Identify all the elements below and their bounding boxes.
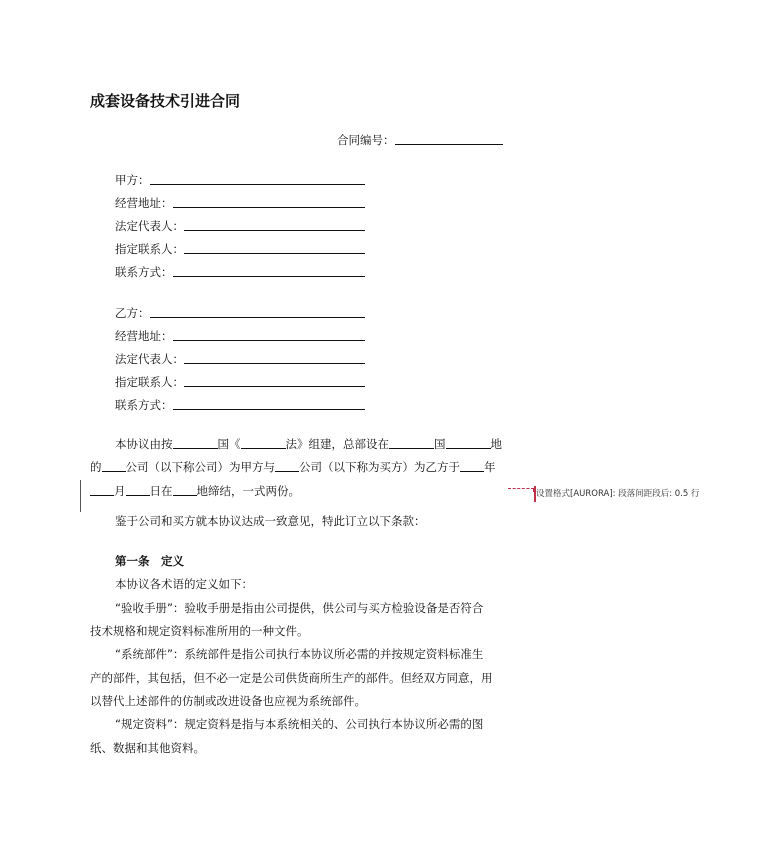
article-line: 本协议各术语的定义如下： bbox=[115, 577, 253, 591]
intro-line bbox=[90, 483, 300, 499]
field-label: 乙方： bbox=[115, 306, 150, 320]
field-blank[interactable] bbox=[150, 172, 366, 185]
intro-line bbox=[115, 436, 502, 452]
field-label: 经营地址： bbox=[115, 329, 173, 343]
format-comment[interactable]: 设置格式[AURORA]: 段落间距段后: 0.5 行 bbox=[536, 489, 700, 499]
field-blank[interactable] bbox=[173, 328, 366, 341]
blank[interactable] bbox=[102, 459, 126, 472]
article-line: 技术规格和规定资料标准所用的一种文件。 bbox=[90, 624, 309, 638]
article-line: 纸、数据和其他资料。 bbox=[90, 741, 205, 755]
party-a-contact-field[interactable] bbox=[115, 241, 365, 257]
blank[interactable] bbox=[460, 459, 484, 472]
field-label: 联系方式： bbox=[115, 398, 173, 412]
text: 日在 bbox=[149, 484, 173, 498]
contract-number-blank[interactable] bbox=[395, 132, 503, 145]
field-blank[interactable] bbox=[150, 305, 366, 318]
comment-connector bbox=[508, 488, 534, 489]
field-blank[interactable] bbox=[173, 195, 366, 208]
field-label: 甲方： bbox=[115, 173, 150, 187]
text: 公司（以下称公司）为甲方与 bbox=[125, 460, 275, 474]
party-a-address-field[interactable] bbox=[115, 195, 365, 211]
party-a-representative-field[interactable] bbox=[115, 218, 365, 234]
article-heading: 第一条 定义 bbox=[115, 554, 184, 568]
contract-number-label: 合同编号： bbox=[337, 133, 395, 147]
field-label: 法定代表人： bbox=[115, 219, 184, 233]
field-label: 法定代表人： bbox=[115, 352, 184, 366]
text: 年 bbox=[484, 460, 496, 474]
text: 月 bbox=[114, 484, 126, 498]
party-b-representative-field[interactable] bbox=[115, 351, 365, 367]
article-line: 产的部件，其包括，但不必一定是公司供货商所生产的部件。但经双方同意，用 bbox=[90, 671, 493, 685]
field-label: 经营地址： bbox=[115, 196, 173, 210]
field-blank[interactable] bbox=[184, 351, 365, 364]
field-blank[interactable] bbox=[184, 218, 365, 231]
field-blank[interactable] bbox=[184, 374, 365, 387]
text: 国 bbox=[434, 437, 446, 451]
party-a-name-field[interactable] bbox=[115, 172, 365, 188]
blank[interactable] bbox=[173, 436, 218, 449]
article-line: “验收手册”：验收手册是指由公司提供，供公司与买方检验设备是否符合 bbox=[115, 601, 484, 615]
change-bar bbox=[80, 480, 81, 512]
blank[interactable] bbox=[446, 436, 491, 449]
text: 的 bbox=[90, 460, 102, 474]
text: 本协议由按 bbox=[115, 437, 173, 451]
party-b-name-field[interactable] bbox=[115, 305, 365, 321]
article-line: “规定资料”：规定资料是指与本系统相关的、公司执行本协议所必需的图 bbox=[115, 717, 484, 731]
field-blank[interactable] bbox=[184, 241, 365, 254]
intro-line bbox=[90, 459, 496, 475]
blank[interactable] bbox=[241, 436, 286, 449]
text: 国《 bbox=[217, 437, 241, 451]
field-label: 联系方式： bbox=[115, 265, 173, 279]
blank[interactable] bbox=[173, 483, 197, 496]
field-label: 指定联系人： bbox=[115, 375, 184, 389]
field-blank[interactable] bbox=[173, 264, 366, 277]
intro-line: 鉴于公司和买方就本协议达成一致意见，特此订立以下条款： bbox=[115, 514, 426, 528]
field-label: 指定联系人： bbox=[115, 242, 184, 256]
article-line: “系统部件”：系统部件是指公司执行本协议所必需的并按规定资料标准生 bbox=[115, 647, 484, 661]
text: 地 bbox=[490, 437, 502, 451]
blank[interactable] bbox=[126, 483, 150, 496]
blank[interactable] bbox=[90, 483, 114, 496]
party-b-contact-field[interactable] bbox=[115, 374, 365, 390]
text: 法》组建，总部设在 bbox=[285, 437, 389, 451]
blank[interactable] bbox=[389, 436, 434, 449]
blank[interactable] bbox=[275, 459, 299, 472]
text: 公司（以下称为买方）为乙方于 bbox=[299, 460, 460, 474]
document-title: 成套设备技术引进合同 bbox=[90, 92, 241, 110]
party-a-contact-method-field[interactable] bbox=[115, 264, 365, 280]
party-b-address-field[interactable] bbox=[115, 328, 365, 344]
text: 地缔结，一式两份。 bbox=[196, 484, 300, 498]
article-line: 以替代上述部件的仿制或改进设备也应视为系统部件。 bbox=[90, 694, 366, 708]
party-b-contact-method-field[interactable] bbox=[115, 397, 365, 413]
field-blank[interactable] bbox=[173, 397, 366, 410]
contract-number bbox=[337, 132, 503, 148]
